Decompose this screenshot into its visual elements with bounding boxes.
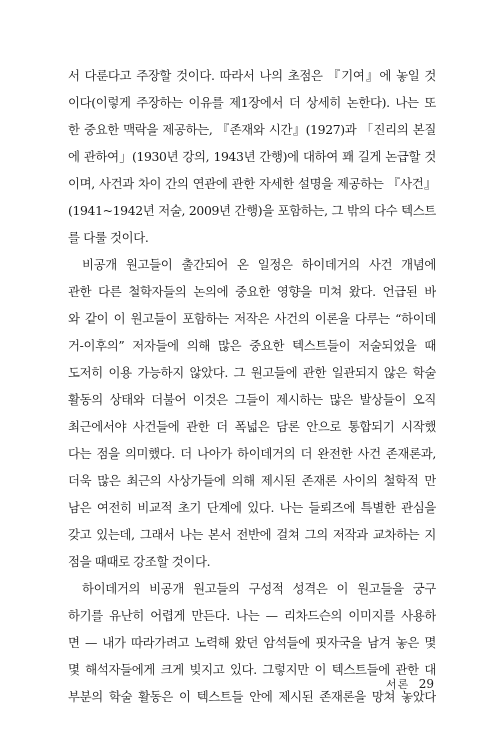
text-line: 남은 여전히 비교적 초기 단계에 있다. 나는 들뢰즈에 특별한 관심을 (68, 500, 436, 515)
text-line: 활동의 상태와 더불어 이것은 그들이 제시하는 많은 발상들이 오직 (68, 392, 436, 407)
page-number: 29 (418, 677, 434, 691)
text-line: 서 다룬다고 주장할 것이다. 따라서 나의 초점은 『기여』에 놓일 것 (68, 68, 436, 83)
text-line: (1941~1942년 저술, 2009년 간행)을 포함하는, 그 밖의 다수 텍스트 (68, 203, 436, 218)
text-line: 에 관하여」(1930년 강의, 1943년 간행)에 대하여 꽤 길게 논급할 것 (68, 149, 436, 164)
text-line: 최근에서야 사건들에 관한 더 폭넓은 담론 안으로 통합되기 시작했 (68, 419, 436, 434)
text-line: 다는 점을 의미했다. 더 나아가 하이데거의 더 완전한 사건 존재론과, (68, 446, 436, 461)
running-head: 서론 (385, 678, 410, 691)
body-text (68, 62, 436, 710)
text-line: 거-이후의” 저자들에 의해 많은 중요한 텍스트들이 저술되었을 때 (68, 338, 436, 353)
text-line: 면 — 내가 따라가려고 노력해 왔던 암석들에 핏자국을 남겨 놓은 몇 (68, 635, 436, 650)
text-line: 몇 해석자들에게 크게 빚지고 있다. 그렇지만 이 텍스트들에 관한 대 (68, 662, 436, 677)
text-line: 도저히 이용 가능하지 않았다. 그 원고들에 관한 일관되지 않은 학술 (68, 365, 436, 380)
text-line: 관한 다른 철학자들의 논의에 중요한 영향을 미쳐 왔다. 언급된 바 (68, 284, 436, 299)
text-line: 와 같이 이 원고들이 포함하는 저작은 사건의 이론을 다루는 “하이데 (68, 311, 436, 326)
text-line: 비공개 원고들이 출간되어 온 일정은 하이데거의 사건 개념에 (82, 257, 436, 272)
text-line: 이며, 사건과 차이 간의 연관에 관한 자세한 설명을 제공하는 『사건』 (68, 176, 436, 191)
text-line: 를 다룰 것이다. (68, 230, 149, 245)
text-line: 부분의 학술 활동은 이 텍스트들 안에 제시된 존재론을 망쳐 놓았다 (68, 689, 436, 704)
text-line: 하이데거의 비공개 원고들의 구성적 성격은 이 원고들을 궁구 (82, 581, 436, 596)
page-footer (386, 677, 434, 692)
text-line: 갖고 있는데, 그래서 나는 본서 전반에 걸쳐 그의 저작과 교차하는 지 (68, 527, 436, 542)
text-line: 하기를 유난히 어렵게 만든다. 나는 — 리차드슨의 이미지를 사용하 (68, 608, 436, 623)
text-line: 더욱 많은 최근의 사상가들에 의해 제시된 존재론 사이의 철학적 만 (68, 473, 436, 488)
text-line: 한 중요한 맥락을 제공하는, 『존재와 시간』(1927)과 「진리의 본질 (68, 122, 436, 137)
text-line: 이다(이렇게 주장하는 이유를 제1장에서 더 상세히 논한다). 나는 또 (68, 95, 436, 110)
text-line: 점을 때때로 강조할 것이다. (68, 554, 211, 569)
